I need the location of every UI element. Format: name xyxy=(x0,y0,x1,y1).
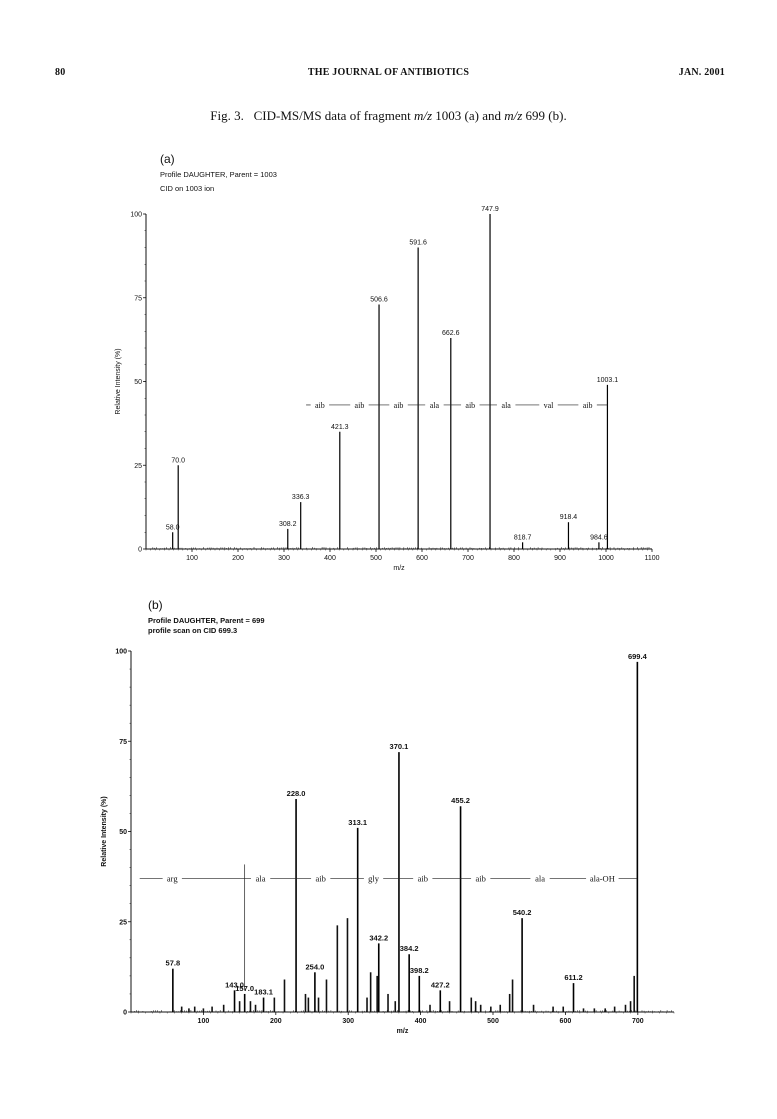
sequence-residue: aib xyxy=(465,400,476,410)
journal-title: THE JOURNAL OF ANTIBIOTICS xyxy=(307,67,470,78)
panel-b-info-1: Profile DAUGHTER, Parent = 699 xyxy=(148,616,265,625)
peak-label: 1003.1 xyxy=(596,376,619,384)
y-tick-label: 75 xyxy=(134,295,142,303)
peak-label: 254.0 xyxy=(305,962,325,972)
sequence-residue: ala-OH xyxy=(589,873,615,884)
x-tick-label: 100 xyxy=(197,1018,210,1025)
peak-label: 384.2 xyxy=(399,944,419,954)
peak-label: 58.0 xyxy=(165,524,180,532)
caption-prefix: Fig. 3. xyxy=(210,108,244,123)
peak-label: 699.4 xyxy=(627,651,647,661)
panel-a-info-1: Profile DAUGHTER, Parent = 1003 xyxy=(160,170,277,179)
issue-date: JAN. 2001 xyxy=(678,67,725,78)
peak-label: 611.2 xyxy=(564,973,583,983)
x-tick-label: 600 xyxy=(416,555,428,562)
peak-label: 313.1 xyxy=(348,817,368,827)
peak-label: 342.2 xyxy=(369,933,389,943)
x-tick-label: 800 xyxy=(508,555,520,562)
caption-mz-1: m/z xyxy=(413,108,433,123)
peak-label: 984.6 xyxy=(590,534,608,542)
x-tick-label: 200 xyxy=(269,1018,282,1025)
peak-label: 157.0 xyxy=(235,983,255,993)
peak-label: 591.6 xyxy=(409,239,427,247)
panel-b-info-2: profile scan on CID 699.3 xyxy=(148,626,238,635)
x-tick-label: 900 xyxy=(554,555,566,562)
caption-v1: 1003 (a) and xyxy=(435,108,501,123)
y-tick-label: 50 xyxy=(119,829,127,836)
y-tick-label: 75 xyxy=(119,738,127,746)
y-axis-label: Relative Intensity (%) xyxy=(115,348,122,415)
x-tick-label: 1100 xyxy=(644,555,660,562)
y-tick-label: 0 xyxy=(123,1009,127,1017)
x-tick-label: 200 xyxy=(232,555,244,562)
sequence-residue: gly xyxy=(368,873,379,884)
peak-label: 918.4 xyxy=(559,514,578,522)
y-tick-label: 25 xyxy=(134,462,142,470)
y-axis-label: Relative Intensity (%) xyxy=(101,796,108,867)
peak-label: 183.1 xyxy=(254,987,273,997)
peak-label: 57.8 xyxy=(165,958,181,968)
peak-label: 308.2 xyxy=(279,520,297,528)
x-tick-label: 300 xyxy=(342,1018,355,1025)
peak-label: 427.2 xyxy=(430,980,450,990)
peak-label: 747.9 xyxy=(481,206,499,213)
peak-label: 228.0 xyxy=(286,789,306,799)
peak-label: 336.3 xyxy=(291,494,310,502)
panel-b-label: (b) xyxy=(148,598,163,612)
sequence-residue: val xyxy=(543,400,554,410)
sequence-residue: aib xyxy=(582,400,593,410)
peak-label: 540.2 xyxy=(512,908,532,918)
sequence-residue: ala xyxy=(535,873,546,884)
sequence-residue: ala xyxy=(255,873,266,884)
x-tick-label: 700 xyxy=(631,1018,644,1025)
caption-pre: CID-MS/MS data of fragment xyxy=(253,108,411,123)
peak-label: 370.1 xyxy=(389,742,409,752)
spectrum-b xyxy=(101,649,674,1036)
y-tick-label: 100 xyxy=(130,211,142,219)
peak-label: 421.3 xyxy=(331,423,349,431)
sequence-residue: ala xyxy=(429,400,440,410)
panel-a-label: (a) xyxy=(160,152,175,166)
sequence-residue: aib xyxy=(393,400,404,410)
x-tick-label: 500 xyxy=(487,1018,499,1025)
x-axis-label: m/z xyxy=(396,1028,409,1035)
y-tick-label: 0 xyxy=(138,546,142,554)
x-tick-label: 700 xyxy=(462,555,474,562)
x-axis-label: m/z xyxy=(393,565,405,572)
peak-label: 70.0 xyxy=(171,457,186,465)
x-tick-label: 100 xyxy=(186,555,198,562)
y-tick-label: 50 xyxy=(134,379,142,386)
y-tick-label: 100 xyxy=(115,648,127,656)
peak-label: 662.6 xyxy=(442,329,460,337)
x-tick-label: 400 xyxy=(324,555,336,562)
panel-a-info-2: CID on 1003 ion xyxy=(160,184,215,193)
x-tick-label: 500 xyxy=(370,555,382,562)
x-tick-label: 600 xyxy=(559,1018,572,1025)
x-tick-label: 300 xyxy=(278,555,290,562)
peak-label: 455.2 xyxy=(451,796,470,806)
spectrum-a xyxy=(115,206,660,572)
y-tick-label: 25 xyxy=(119,919,127,927)
caption-mz-2: m/z xyxy=(504,108,523,123)
sequence-residue: aib xyxy=(315,873,326,884)
peak-label: 398.2 xyxy=(409,965,429,975)
sequence-residue: aib xyxy=(354,400,365,410)
sequence-residue: ala xyxy=(501,400,511,410)
caption-v2: 699 (b). xyxy=(525,108,567,123)
peak-label: 818.7 xyxy=(513,534,532,542)
sequence-residue: arg xyxy=(166,873,178,884)
sequence-residue: aib xyxy=(314,400,325,410)
x-tick-label: 1000 xyxy=(598,555,614,562)
sequence-residue: aib xyxy=(475,873,486,884)
sequence-residue: aib xyxy=(417,873,428,884)
page-number: 80 xyxy=(55,67,66,78)
x-tick-label: 400 xyxy=(414,1018,427,1025)
peak-label: 143.0 xyxy=(225,980,244,990)
peak-label: 506.6 xyxy=(370,296,388,304)
